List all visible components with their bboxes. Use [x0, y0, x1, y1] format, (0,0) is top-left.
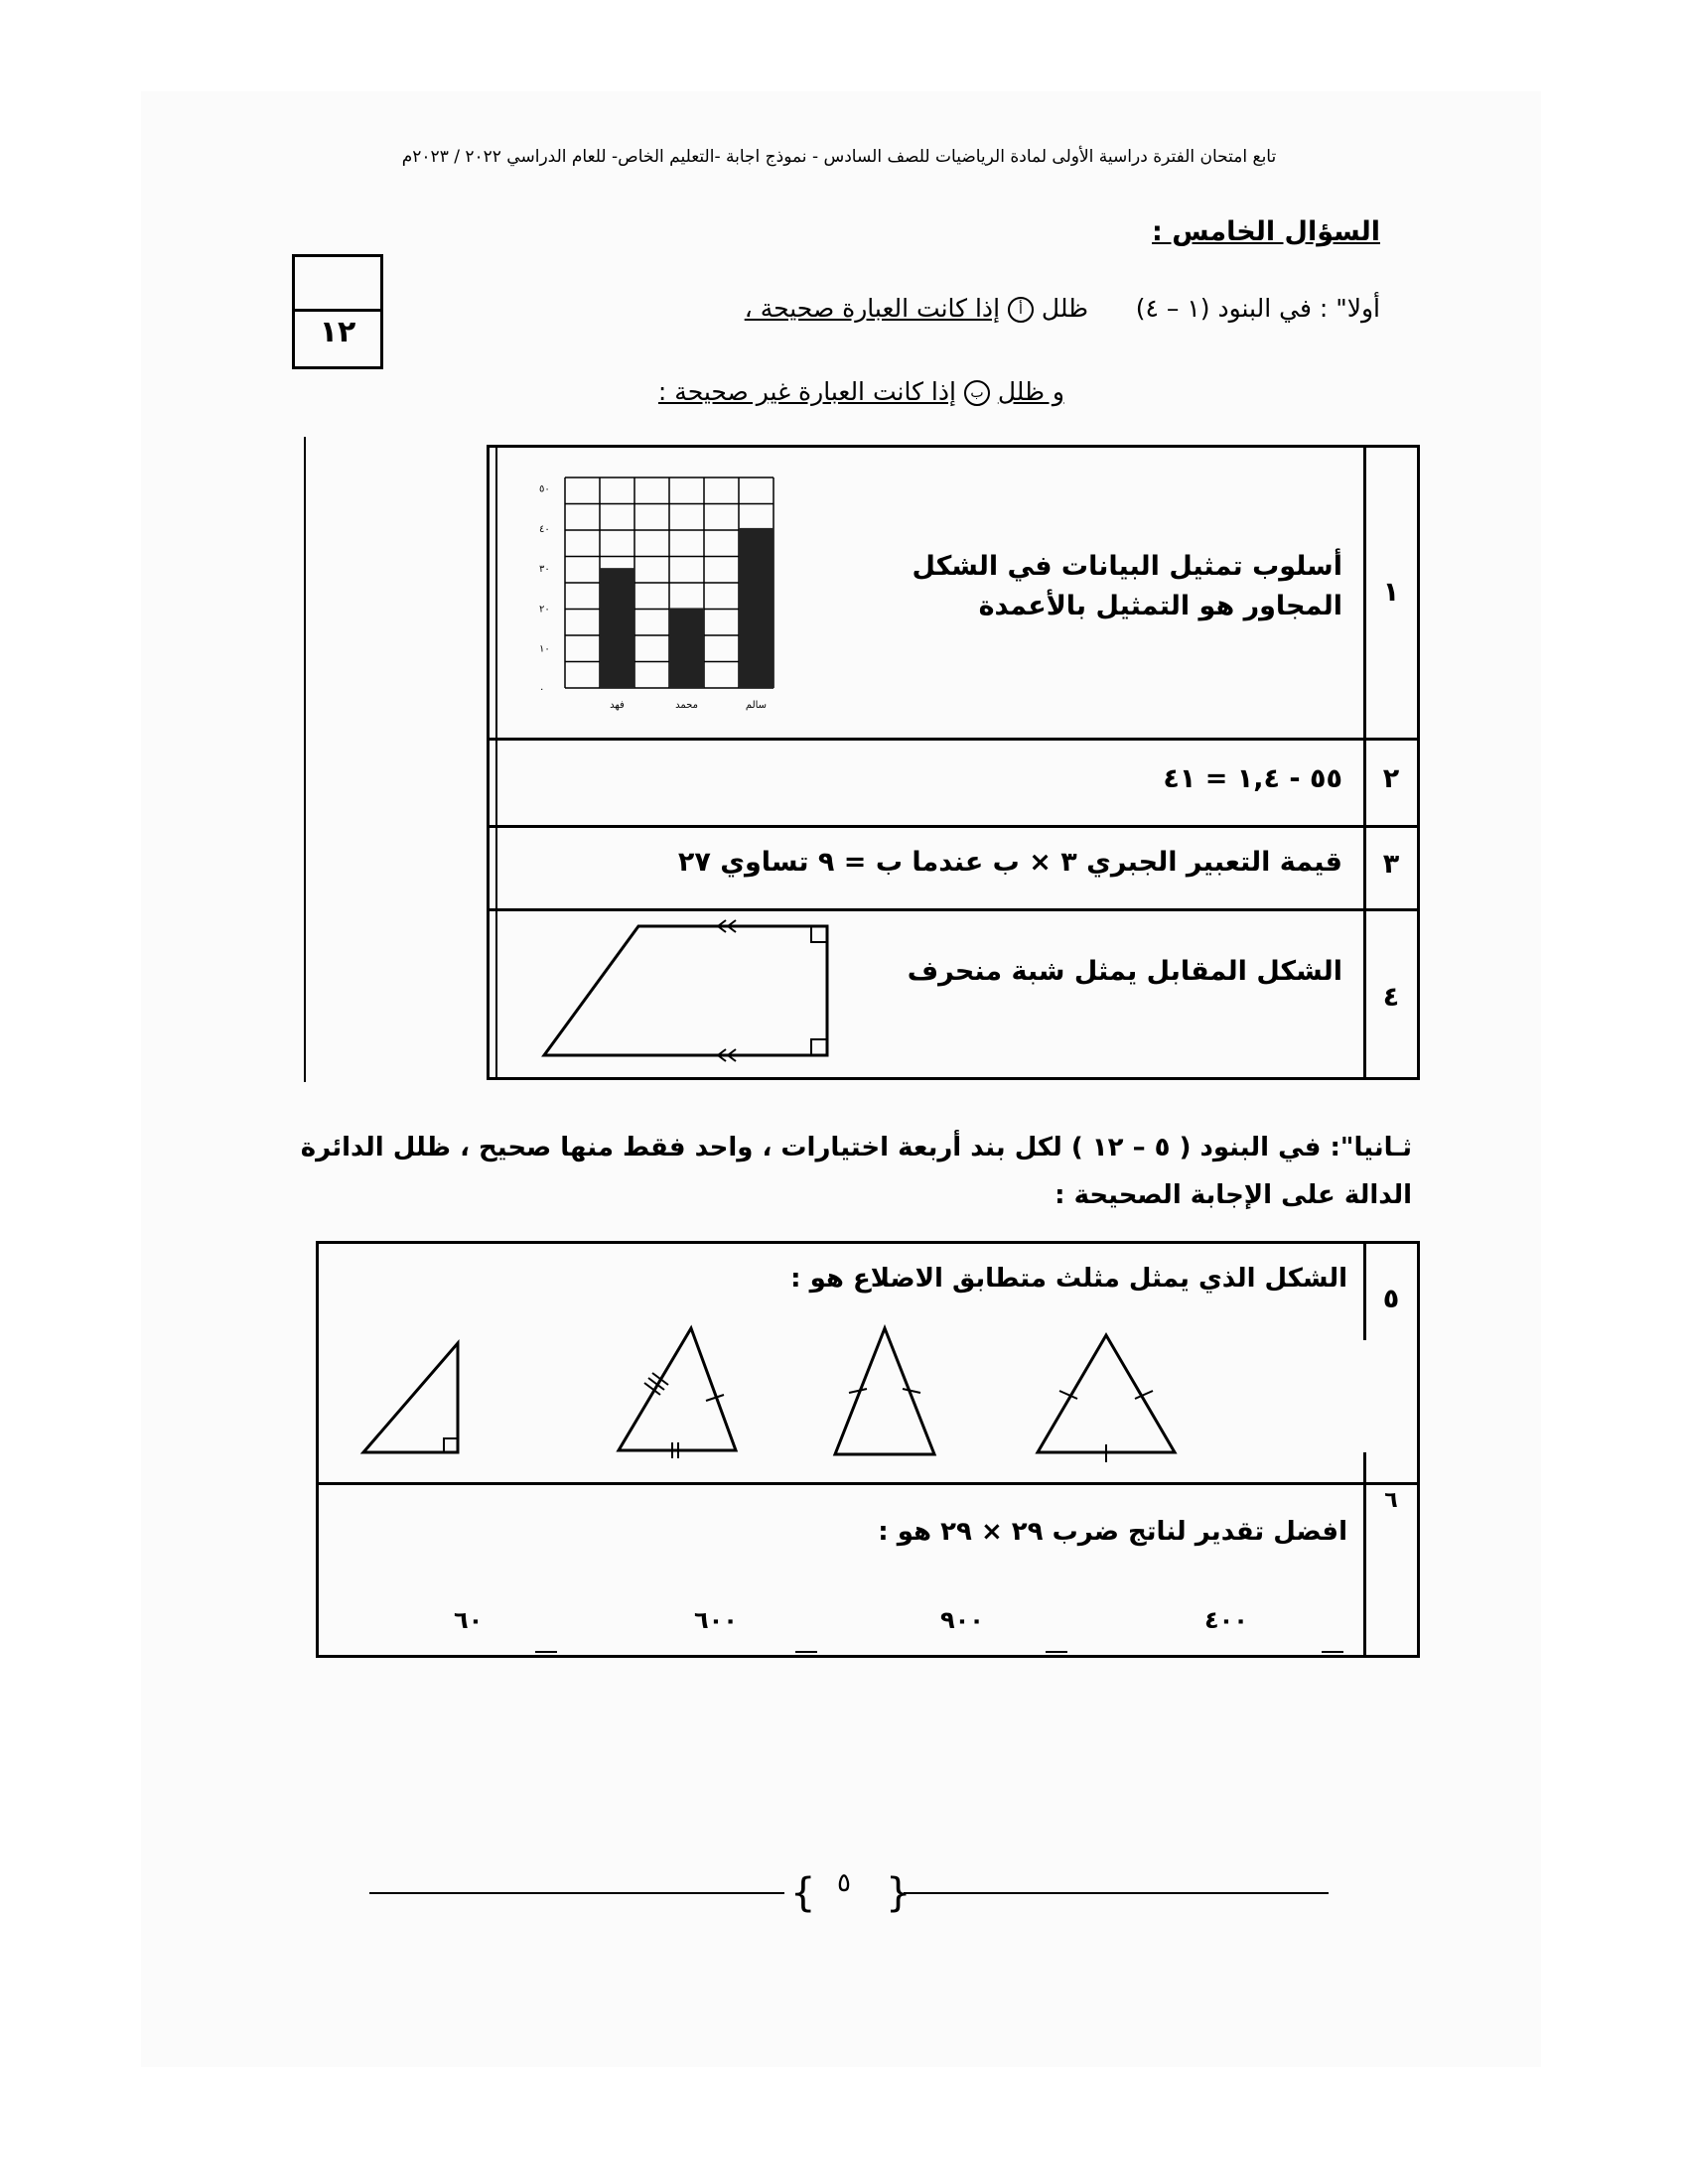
option-isosceles-triangle — [835, 1328, 934, 1454]
option-equilateral-triangle — [1038, 1335, 1175, 1462]
option-600[interactable]: ٦٠٠ — [694, 1606, 738, 1634]
footer-line-right — [904, 1892, 1329, 1894]
trapezoid-figure — [539, 916, 847, 1075]
y-tick-5: ٥٠ — [539, 483, 550, 495]
triangle-options — [358, 1313, 1312, 1462]
bar-0 — [600, 568, 634, 688]
marks-box — [292, 254, 383, 369]
y-tick-4: ٤٠ — [539, 523, 550, 535]
item-number-3: ٣ — [1382, 849, 1400, 880]
footer-line-left — [369, 1892, 784, 1894]
item-text-1: أسلوب تمثيل البيانات في الشكل المجاور هو التمثيل بالأعمدة — [912, 551, 1342, 621]
circle-b-icon: ب — [964, 380, 990, 406]
part1-range: أولا" : في البنود (١ – ٤) — [1135, 294, 1380, 323]
item-text-4: الشكل المقابل يمثل شبة منحرف — [907, 956, 1342, 987]
part1-instruction-line1 — [745, 294, 1380, 323]
shade-word: ظلل — [1041, 294, 1089, 323]
marks-value: ١٢ — [319, 315, 356, 349]
x-label-1: محمد — [675, 700, 698, 711]
circle-a-icon: أ — [1008, 297, 1034, 323]
item-number-1: ١ — [1382, 577, 1400, 608]
option-400[interactable]: ٤٠٠ — [1204, 1606, 1248, 1634]
option-scalene-triangle — [619, 1328, 736, 1458]
false-condition: إذا كانت العبارة غير صحيحة : — [657, 377, 956, 406]
bar-chart — [505, 468, 883, 726]
y-tick-3: ٣٠ — [539, 564, 550, 576]
chart-y-ticks — [539, 484, 550, 695]
option-900[interactable]: ٩٠٠ — [940, 1606, 984, 1634]
option-60[interactable]: ٦٠ — [454, 1606, 484, 1634]
y-tick-1: ١٠ — [539, 643, 550, 655]
y-tick-0: ٠ — [539, 684, 545, 695]
mcq-text-6: افضل تقدير لناتج ضرب ٢٩ × ٢٩ هو : — [878, 1517, 1347, 1547]
exam-header: تابع امتحان الفترة دراسية الأولى لمادة الرياضيات للصف السادس - نموذج اجابة -التعليم الخاص- للعام الدراسي ٢٠٢٢ / ٢٠٢٣م — [401, 147, 1277, 167]
chart-x-labels — [610, 700, 767, 711]
item-number-2: ٢ — [1382, 763, 1400, 794]
mcq-number-6: ٦ — [1384, 1488, 1398, 1513]
item-number-4: ٤ — [1382, 982, 1400, 1013]
chart-bars — [600, 528, 774, 688]
question-title: السؤال الخامس : — [1152, 216, 1380, 247]
mcq-number-5: ٥ — [1382, 1284, 1400, 1314]
true-condition: إذا كانت العبارة صحيحة ، — [744, 294, 1001, 323]
true-false-table — [487, 445, 1420, 1080]
item-text-3: قيمة التعبير الجبري ٣ × ب عندما ب = ٩ تساوي ٢٧ — [677, 847, 1342, 878]
x-label-0: فهد — [610, 700, 625, 711]
margin-line — [304, 437, 306, 1082]
page-number: ٥ — [837, 1868, 851, 1898]
shade-word-2: و ظلل — [997, 377, 1064, 406]
mcq-text-5: الشكل الذي يمثل مثلث متطابق الاضلاع هو : — [790, 1264, 1347, 1294]
item-text-2: ٥٥ - ١,٤ = ٤١ — [1163, 763, 1342, 794]
option-right-triangle — [363, 1343, 458, 1452]
y-tick-2: ٢٠ — [539, 604, 550, 615]
bar-2 — [739, 528, 774, 688]
part1-instruction-line2 — [658, 377, 1064, 406]
mcq-table — [316, 1241, 1420, 1658]
part2-instruction: ثـانيا": في البنود ( ٥ – ١٢ ) لكل بند أربعة اختيارات ، واحد فقط منها صحيح ، ظلل الدائرة الدالة على الإجابة الصحيحة : — [300, 1133, 1412, 1210]
bar-1 — [669, 608, 704, 688]
x-label-2: سالم — [745, 700, 768, 711]
